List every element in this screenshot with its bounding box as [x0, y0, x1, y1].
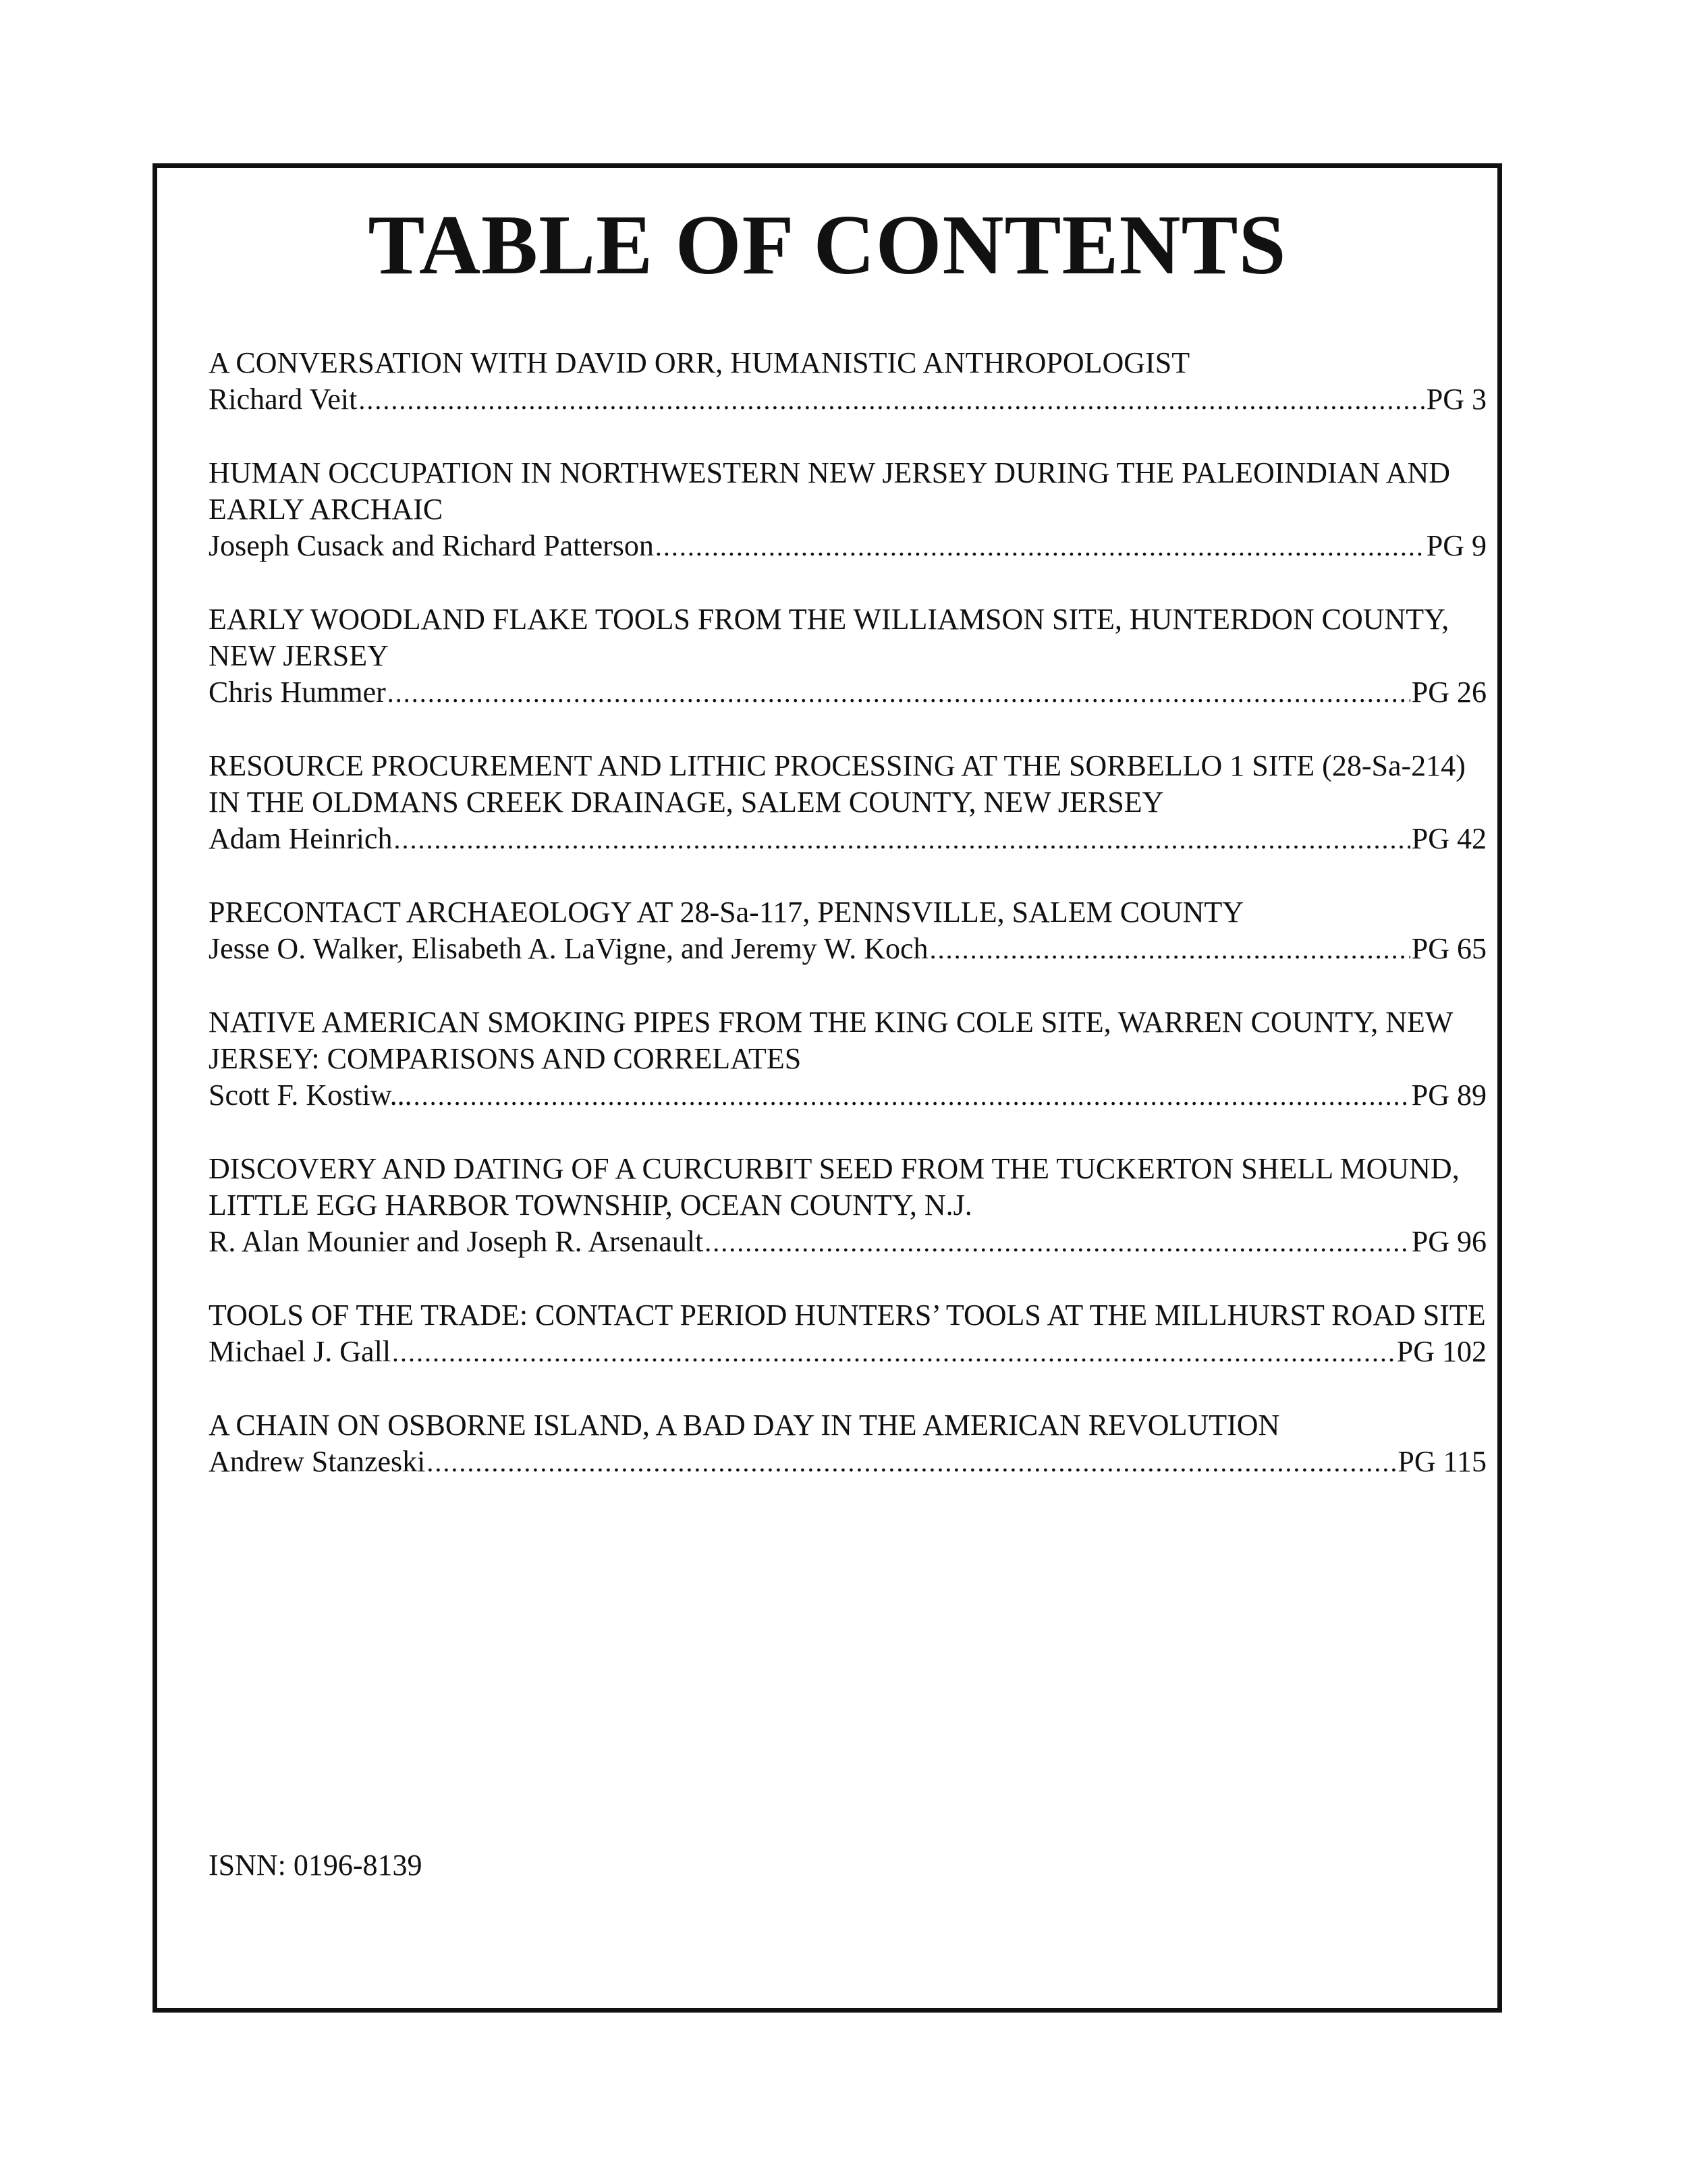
page-title: TABLE OF CONTENTS — [368, 198, 1287, 292]
entry-title: HUMAN OCCUPATION IN NORTHWESTERN NEW JERSEY DURING THE PALEOINDIAN AND EARLY ARCHAIC — [209, 456, 1451, 526]
entry-title: DISCOVERY AND DATING OF A CURCURBIT SEED FROM THE TUCKERTON SHELL MOUND, LITTLE EGG HARBOR TOWNSHIP, OCEAN COUNTY, N.J. — [209, 1152, 1460, 1222]
toc-entry[interactable] — [209, 345, 1487, 418]
entry-line — [209, 528, 1487, 565]
page-frame — [153, 163, 1502, 2013]
entry-line — [209, 1444, 1487, 1481]
toc-entry[interactable] — [209, 1297, 1487, 1371]
dot-leader — [930, 931, 1410, 968]
entry-author: Jesse O. Walker, Elisabeth A. LaVigne, and Jeremy W. Koch — [209, 932, 929, 965]
entry-title: A CHAIN ON OSBORNE ISLAND, A BAD DAY IN THE AMERICAN REVOLUTION — [209, 1409, 1280, 1442]
entry-title: RESOURCE PROCUREMENT AND LITHIC PROCESSING AT THE SORBELLO 1 SITE (28-Sa-214) IN THE OLDMANS CREEK DRAINAGE, SALEM COUNTY, NEW JERSEY — [209, 749, 1466, 819]
dot-leader — [387, 675, 1410, 711]
toc-entry[interactable] — [209, 1407, 1487, 1481]
entry-author: Richard Veit — [209, 383, 358, 416]
toc-entry[interactable] — [209, 601, 1487, 711]
toc-entry[interactable] — [209, 455, 1487, 565]
entry-title: TOOLS OF THE TRADE: CONTACT PERIOD HUNTERS’ TOOLS AT THE MILLHURST ROAD SITE — [209, 1299, 1486, 1332]
toc-entry[interactable] — [209, 1151, 1487, 1261]
entry-line — [209, 931, 1487, 968]
entry-author: Michael J. Gall — [209, 1335, 391, 1368]
entry-line — [209, 821, 1487, 858]
entry-author: Andrew Stanzeski — [209, 1445, 426, 1478]
entry-line — [209, 381, 1487, 418]
entry-line — [209, 1224, 1487, 1261]
dot-leader — [655, 528, 1425, 565]
entry-page: PG 102 — [1396, 1335, 1487, 1368]
dot-leader — [392, 1334, 1395, 1371]
dot-leader — [358, 382, 1425, 418]
isnn-number: ISNN: 0196-8139 — [209, 1849, 422, 1882]
toc-entry[interactable] — [209, 894, 1487, 968]
entry-line — [209, 1077, 1487, 1114]
entry-line — [209, 674, 1487, 711]
entry-author: R. Alan Mounier and Joseph R. Arsenault — [209, 1225, 704, 1258]
entry-page: PG 65 — [1411, 932, 1487, 965]
entry-title: A CONVERSATION WITH DAVID ORR, HUMANISTIC ANTHROPOLOGIST — [209, 346, 1190, 379]
entry-title: EARLY WOODLAND FLAKE TOOLS FROM THE WILLIAMSON SITE, HUNTERDON COUNTY, NEW JERSEY — [209, 603, 1449, 672]
dot-leader — [393, 821, 1410, 858]
entry-page: PG 26 — [1411, 676, 1487, 709]
entry-page: PG 115 — [1398, 1445, 1487, 1478]
entry-title: NATIVE AMERICAN SMOKING PIPES FROM THE KING COLE SITE, WARREN COUNTY, NEW JERSEY: COMPARISONS AND CORRELATES — [209, 1006, 1453, 1075]
entry-author: Scott F. Kostiw... — [209, 1079, 412, 1112]
entry-title: PRECONTACT ARCHAEOLOGY AT 28-Sa-117, PENNSVILLE, SALEM COUNTY — [209, 896, 1244, 929]
entry-line — [209, 1334, 1487, 1371]
entry-page: PG 96 — [1411, 1225, 1487, 1258]
dot-leader — [704, 1224, 1410, 1261]
entry-author: Chris Hummer — [209, 676, 386, 709]
entry-page: PG 9 — [1426, 529, 1487, 562]
entry-page: PG 89 — [1411, 1079, 1487, 1112]
entry-author: Joseph Cusack and Richard Patterson — [209, 529, 654, 562]
entry-author: Adam Heinrich — [209, 822, 393, 855]
toc-entry[interactable] — [209, 1004, 1487, 1114]
dot-leader — [426, 1444, 1396, 1481]
entry-page: PG 42 — [1411, 822, 1487, 855]
entry-page: PG 3 — [1426, 383, 1487, 416]
toc-entry[interactable] — [209, 748, 1487, 858]
toc-list — [209, 345, 1487, 1517]
dot-leader — [414, 1078, 1410, 1114]
